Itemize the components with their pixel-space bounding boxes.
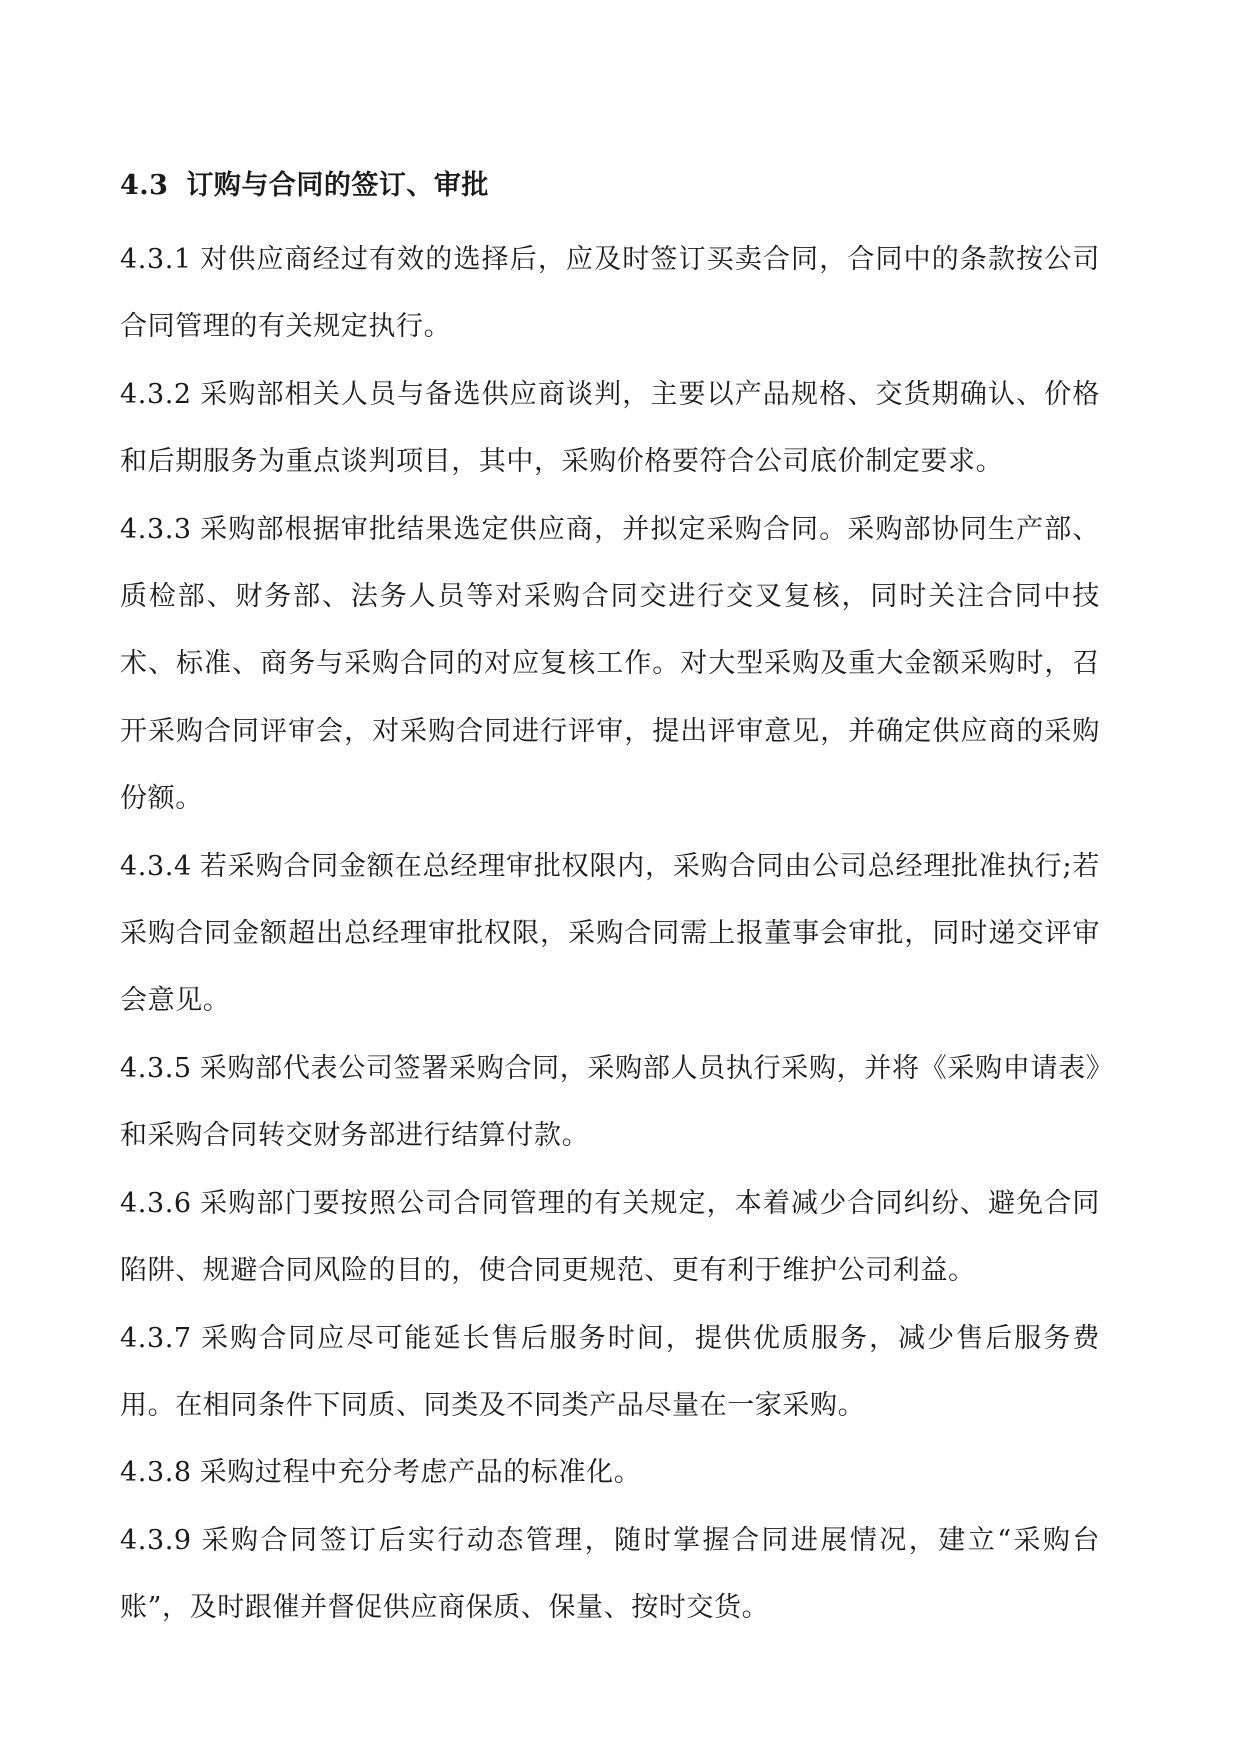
clause-number: 4.3.2 bbox=[120, 378, 192, 410]
document-page bbox=[120, 160, 1100, 1642]
paragraph-4-3-2 bbox=[120, 361, 1100, 496]
clause-text: 采购过程中充分考虑产品的标准化。 bbox=[199, 1457, 642, 1489]
clause-text: 采购部代表公司签署采购合同，采购部人员执行采购，并将《采购申请表》和采购合同转交财务部进行结算付款。 bbox=[120, 1052, 1100, 1152]
clause-number: 4.3.8 bbox=[120, 1457, 192, 1489]
paragraph-4-3-9 bbox=[120, 1507, 1100, 1642]
clause-number: 4.3.3 bbox=[120, 513, 192, 545]
clause-number: 4.3.7 bbox=[120, 1322, 192, 1354]
paragraph-4-3-8 bbox=[120, 1439, 1100, 1506]
paragraph-4-3-7 bbox=[120, 1305, 1100, 1440]
clause-text: 若采购合同金额在总经理审批权限内，采购合同由公司总经理批准执行;若采购合同金额超出总经理审批权限，采购合同需上报董事会审批，同时递交评审会意见。 bbox=[120, 850, 1100, 1017]
clause-text: 采购部根据审批结果选定供应商，并拟定采购合同。采购部协同生产部、质检部、财务部、法务人员等对采购合同交进行交叉复核，同时关注合同中技术、标准、商务与采购合同的对应复核工作。对大型采购及重大金额采购时，召开采购合同评审会，对采购合同进行评审，提出评审意见，并确定供应商的采购份额。 bbox=[120, 513, 1100, 815]
section-title: 订购与合同的签订、审批 bbox=[186, 170, 489, 201]
clause-number: 4.3.4 bbox=[120, 850, 192, 882]
clause-number: 4.3.6 bbox=[120, 1187, 192, 1219]
clause-text: 采购合同签订后实行动态管理，随时掌握合同进展情况，建立“采购台账”，及时跟催并督促供应商保质、保量、按时交货。 bbox=[120, 1524, 1100, 1624]
paragraph-4-3-1 bbox=[120, 226, 1100, 361]
paragraph-4-3-3 bbox=[120, 496, 1100, 833]
clause-number: 4.3.1 bbox=[120, 244, 192, 275]
paragraph-4-3-4 bbox=[120, 833, 1100, 1035]
section-heading bbox=[120, 160, 1100, 212]
clause-number: 4.3.9 bbox=[120, 1524, 192, 1556]
clause-text: 对供应商经过有效的选择后，应及时签订买卖合同，合同中的条款按公司合同管理的有关规定执行。 bbox=[120, 244, 1100, 343]
paragraph-4-3-5 bbox=[120, 1035, 1100, 1170]
clause-number: 4.3.5 bbox=[120, 1052, 192, 1084]
clause-text: 采购部门要按照公司合同管理的有关规定，本着减少合同纠纷、避免合同陷阱、规避合同风险的目的，使合同更规范、更有利于维护公司利益。 bbox=[120, 1187, 1100, 1287]
section-number: 4.3 bbox=[120, 170, 169, 201]
paragraph-4-3-6 bbox=[120, 1170, 1100, 1305]
clause-text: 采购合同应尽可能延长售后服务时间，提供优质服务，减少售后服务费用。在相同条件下同质、同类及不同类产品尽量在一家采购。 bbox=[120, 1322, 1100, 1421]
clause-text: 采购部相关人员与备选供应商谈判，主要以产品规格、交货期确认、价格和后期服务为重点谈判项目，其中，采购价格要符合公司底价制定要求。 bbox=[120, 378, 1100, 478]
